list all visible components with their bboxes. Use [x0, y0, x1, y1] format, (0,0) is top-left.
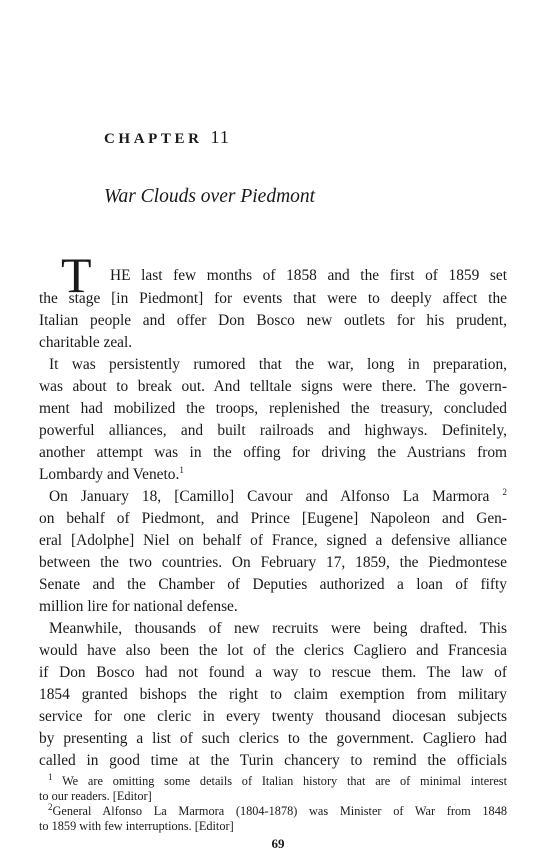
text-line: eral [Adolphe] Niel on behalf of France, signed a defensive alliance [39, 532, 507, 549]
footnote-text: We are omitting some details of Italian history that are of minimal interest [62, 774, 507, 788]
text-line: the stage [in Piedmont] for events that were to deeply affect the [39, 290, 507, 307]
text-line: called in good time at the Turin chancery to remind the officials [39, 752, 507, 769]
text-line: another attempt was in the offing for driving the Austrians from [39, 444, 507, 461]
footnote-ref: 2 [502, 486, 507, 497]
drop-cap: T [61, 247, 92, 303]
text-line: would have also been the lot of the clerics Cagliero and Francesia [39, 642, 507, 659]
first-line: HE last few months of 1858 and the first of 1859 set [110, 267, 507, 284]
text-segment: On January 18, [Camillo] Cavour and Alfonso La Marmora [49, 488, 490, 505]
footnote-number: 2 [48, 801, 53, 812]
footnote-line [48, 771, 507, 789]
text-line: Italian people and offer Don Bosco new outlets for his prudent, [39, 312, 507, 329]
text-line: 1854 granted bishops the right to claim exemption from military [39, 686, 507, 703]
page-number: 69 [271, 836, 285, 851]
text-line: million lire for national defense. [39, 598, 238, 615]
text-line [49, 486, 507, 508]
text-line: powerful alliances, and built railroads and highways. Definitely, [39, 422, 507, 439]
text-line: service for one cleric in every twenty thousand diocesan subjects [39, 708, 507, 725]
text-line: if Don Bosco had not found a way to rescue them. The law of [39, 664, 507, 681]
text-line: on behalf of Piedmont, and Prince [Eugene] Napoleon and Gen- [39, 510, 507, 527]
text-line: Meanwhile, thousands of new recruits were being drafted. This [49, 620, 507, 637]
text-line: by presenting a list of such clerics to the government. Cagliero had [39, 730, 507, 747]
footnote-number: 1 [48, 771, 53, 782]
footnote-line: to 1859 with few interruptions. [Editor] [39, 819, 234, 833]
footnote-ref: 1 [179, 464, 184, 475]
chapter-number: 11 [210, 127, 230, 147]
chapter-heading [104, 127, 230, 148]
text-line: charitable zeal. [39, 334, 133, 351]
footnote-line [48, 801, 507, 819]
text-segment: Lombardy and Veneto. [39, 466, 180, 483]
footnote-text: General Alfonso La Marmora (1804-1878) was Minister of War from 1848 [52, 804, 507, 818]
text-line: It was persistently rumored that the war, long in preparation, [49, 356, 507, 373]
chapter-label: CHAPTER [104, 131, 203, 147]
text-line: between the two countries. On February 17, 1859, the Piedmontese [39, 554, 507, 571]
text-line: was about to break out. And telltale signs were there. The govern- [39, 378, 507, 395]
text-line: ment had mobilized the troops, replenished the treasury, concluded [39, 400, 507, 417]
footnote-line: to our readers. [Editor] [39, 789, 152, 803]
text-line: Senate and the Chamber of Deputies authorized a loan of fifty [39, 576, 507, 593]
text-line [39, 464, 507, 486]
chapter-title: War Clouds over Piedmont [104, 186, 316, 207]
